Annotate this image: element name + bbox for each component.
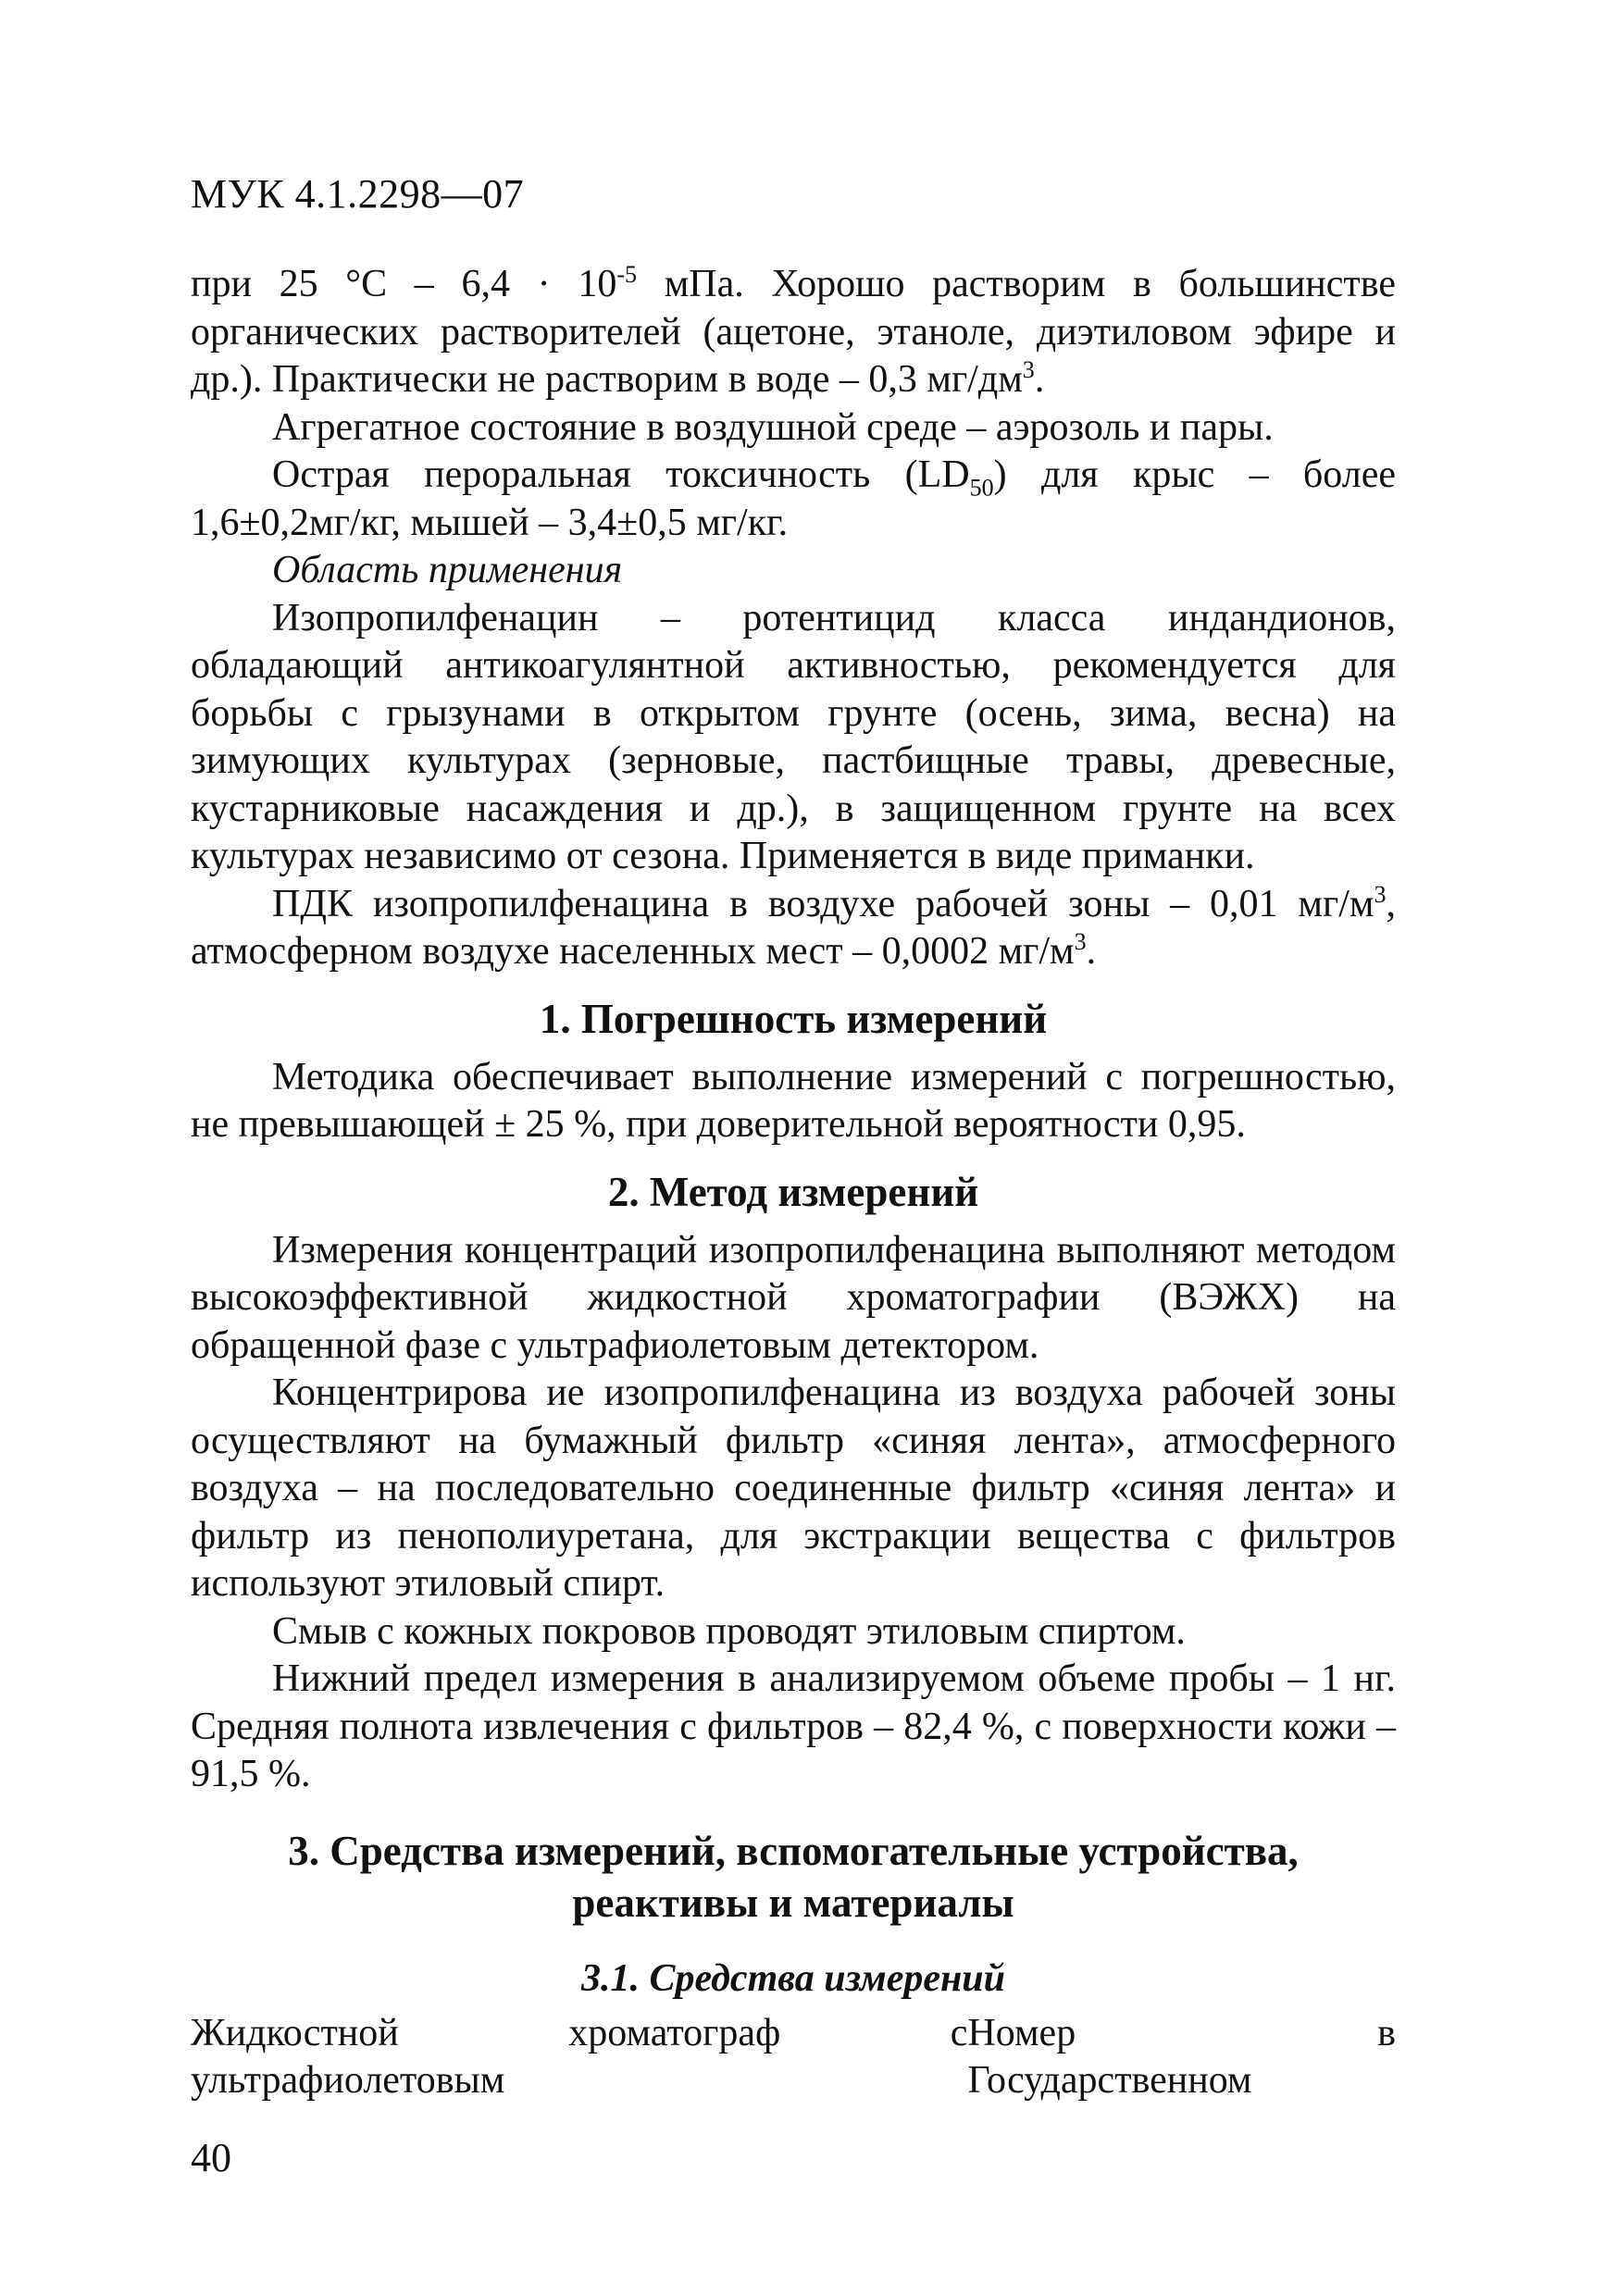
paragraph-method: Измерения концентраций изопропилфенацина выполняют методом высокоэффективной жидкостной хроматографии (ВЭЖХ) на обращенной фазе с ультрафиолетовым детектором.: [191, 1228, 1396, 1367]
scope-title: Область применения: [272, 549, 623, 591]
instruments-row: [191, 2010, 1396, 2105]
doc-code-header: МУК 4.1.2298—07: [191, 171, 525, 217]
page-number: 40: [191, 2135, 231, 2180]
paragraph-solubility: при 25 $^\circ С - 6,4 \cdot 10^{-5}$ мПа. Хорошо растворим в большинстве органических растворителей (ацетоне, этаноле, диэтиловом эфире и др.). Практически не растворим в воде – 0,3 $мг/дм^3$.: [191, 261, 1397, 401]
section-3-title-line2: реактивы и материалы: [572, 1879, 1014, 1926]
subsection-3-1-title: 3.1. Средства измерений: [580, 1956, 1006, 2000]
paragraph-scope: Изопропилфенацин – ротентицид класса индандионов, обладающий антикоагулянтной активностью, рекомендуется для борьбы с грызунами в открытом грунте (осень, зима, весна) на зимующих культурах (зерновые, пастбищные травы, древесные, кустарниковые насаждения и др.), в защищенном грунте на всех культурах независимо от сезона. Применяется в виде приманки.: [191, 596, 1396, 877]
paragraph-aggregate-state: Агрегатное состояние в воздушной среде – аэрозоль и пары.: [272, 405, 1274, 449]
registry-number-header: Номер в Государственном: [967, 2011, 1396, 2102]
page-body: [191, 261, 1396, 2105]
instrument-name: Жидкостной хроматограф с ультрафиолетовым: [191, 2011, 968, 2102]
paragraph-concentration: Концентрирова ие изопропилфенацина из воздуха рабочей зоны осуществляют на бумажный фильтр «синяя лента», атмосферного воздуха – на последовательно соединенные фильтр «синяя лента» и фильтр из пенополиуретана, для экстракции вещества с фильтров используют этиловый спирт.: [191, 1371, 1396, 1605]
paragraph-error: Методика обеспечивает выполнение измерений с погрешностью, не превышающей ± 25 %, при доверительной вероятности 0,95.: [191, 1055, 1396, 1146]
paragraph-skin-wash: Смыв с кожных покровов проводят этиловым спиртом.: [272, 1609, 1186, 1653]
section-3-title-line1: 3. Средства измерений, вспомогательные устройства,: [288, 1827, 1299, 1874]
paragraph-mac: ПДК изопропилфенацина в воздухе рабочей зоны – 0,01 $мг/м^3$, атмосферном воздухе населенных мест – 0,0002 $мг/м^3$.: [191, 880, 1396, 973]
paragraph-limit: Нижний предел измерения в анализируемом объеме пробы – 1 нг. Средняя полнота извлечения с фильтров – 82,4 %, с поверхности кожи – 91,5 %.: [191, 1657, 1396, 1795]
section-1-title: 1. Погрешность измерений: [539, 995, 1048, 1042]
paragraph-toxicity: Острая пероральная токсичность $(LD_{50})$ для крыс – более 1,6±0,2мг/кг, мышей – 3,4±0,5 мг/кг.: [191, 453, 1396, 544]
section-2-title: 2. Метод измерений: [607, 1168, 979, 1215]
